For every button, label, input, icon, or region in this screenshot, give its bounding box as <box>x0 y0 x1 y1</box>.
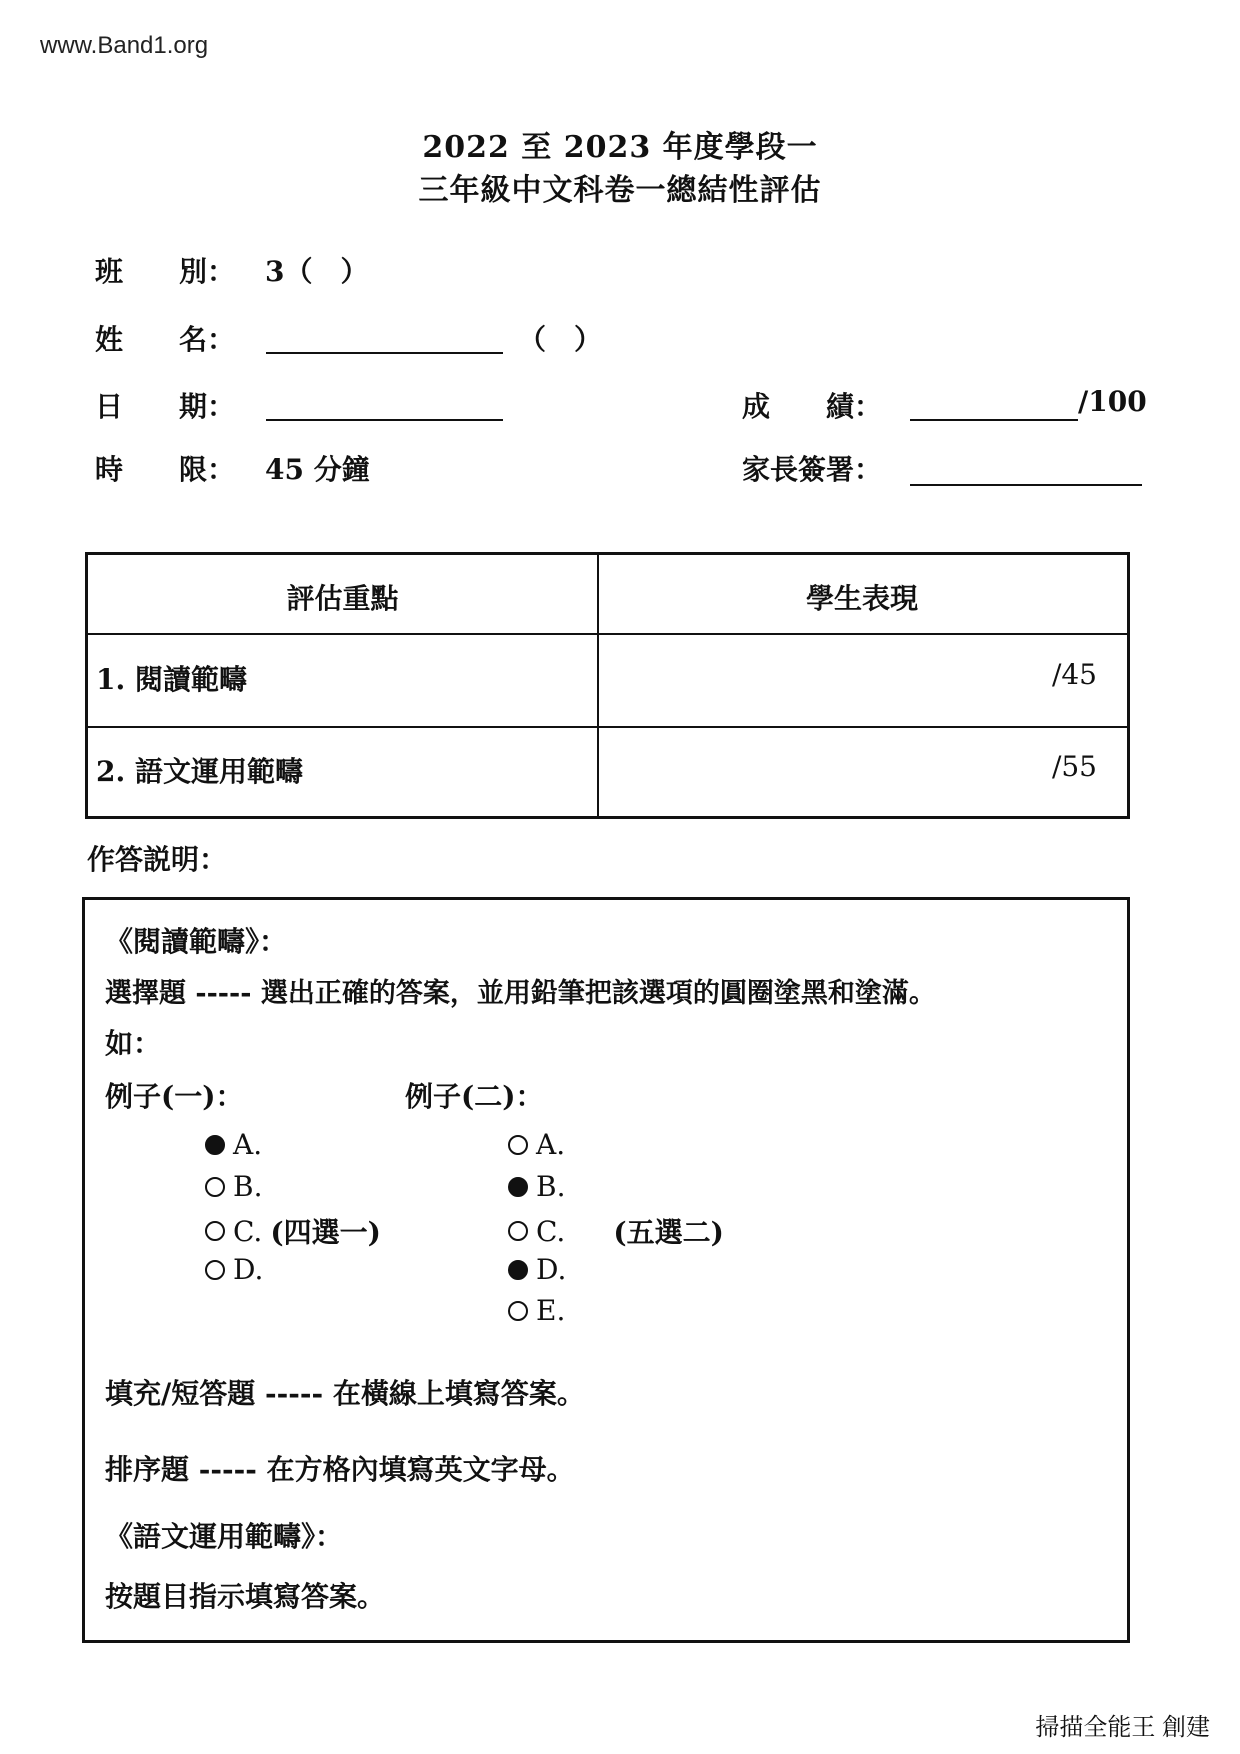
option-letter: B. <box>233 1170 263 1203</box>
empty-bubble-icon[interactable] <box>205 1221 225 1241</box>
date-label: 日 期： <box>95 390 236 423</box>
class-value: 3（ ） <box>265 255 369 288</box>
option-letter: A. <box>536 1128 566 1161</box>
empty-bubble-icon[interactable] <box>508 1301 528 1321</box>
example-one-option-d <box>205 1253 263 1286</box>
option-letter: D. <box>233 1253 264 1286</box>
option-note: (四選一) <box>270 1216 381 1249</box>
example-two-option-c <box>508 1211 724 1251</box>
name-blank[interactable] <box>266 352 503 354</box>
table-header-line <box>88 633 1127 635</box>
name-class-number: （ ） <box>518 323 603 356</box>
signature-label: 家長簽署： <box>742 453 883 486</box>
time-label: 時 限： <box>95 453 236 486</box>
watermark: www.Band1.org <box>40 32 209 59</box>
example-one-label: 例子(一)： <box>105 1080 244 1113</box>
exam-subject-title: 三年級中文科卷一總結性評估 <box>418 173 822 208</box>
example-intro: 如： <box>105 1027 162 1060</box>
table-header-focus: 評估重點 <box>286 582 399 615</box>
empty-bubble-icon[interactable] <box>205 1177 225 1197</box>
language-section-title: 《語文運用範疇》： <box>105 1520 344 1553</box>
class-label: 班 別： <box>95 255 236 288</box>
score-blank[interactable] <box>910 419 1078 421</box>
option-letter: E. <box>536 1294 566 1327</box>
score-label: 成 績： <box>742 390 883 423</box>
table-score-reading[interactable]: /45 <box>1051 658 1097 691</box>
option-letter: A. <box>233 1128 263 1161</box>
filled-bubble-icon[interactable] <box>205 1135 225 1155</box>
signature-blank[interactable] <box>910 484 1142 486</box>
empty-bubble-icon[interactable] <box>205 1260 225 1280</box>
option-letter: C. <box>233 1214 263 1248</box>
table-score-language[interactable]: /55 <box>1051 750 1097 783</box>
example-one-option-c <box>205 1211 381 1251</box>
ordering-instruction: 排序題 ----- 在方格內填寫英文字母。 <box>105 1453 575 1486</box>
multiple-choice-instruction: 選擇題 ----- 選出正確的答案，並用鉛筆把該選項的圓圈塗黑和塗滿。 <box>105 978 936 1009</box>
date-blank[interactable] <box>266 419 503 421</box>
time-value: 45 分鐘 <box>265 453 370 486</box>
name-label: 姓 名： <box>95 323 236 356</box>
instructions-heading: 作答説明： <box>87 843 228 876</box>
scanner-footer: 掃描全能王 創建 <box>1035 1714 1210 1741</box>
instructions-box <box>82 897 1130 1643</box>
option-letter: D. <box>536 1253 567 1286</box>
filled-bubble-icon[interactable] <box>508 1260 528 1280</box>
example-one-option-a <box>205 1128 262 1161</box>
score-total: /100 <box>1078 385 1147 418</box>
filled-bubble-icon[interactable] <box>508 1177 528 1197</box>
language-instruction: 按題目指示填寫答案。 <box>105 1580 386 1613</box>
fill-in-instruction: 填充/短答題 ----- 在橫線上填寫答案。 <box>105 1377 585 1410</box>
option-letter: B. <box>536 1170 566 1203</box>
empty-bubble-icon[interactable] <box>508 1135 528 1155</box>
exam-year-title: 2022 至 2023 年度學段一 <box>422 130 818 165</box>
example-one-option-b <box>205 1170 262 1203</box>
table-row-reading: 1. 閱讀範疇 <box>96 663 247 696</box>
table-row-language: 2. 語文運用範疇 <box>96 755 303 788</box>
reading-section-title: 《閱讀範疇》： <box>105 925 288 958</box>
table-row-line <box>88 726 1127 728</box>
table-header-performance: 學生表現 <box>805 582 918 615</box>
example-two-option-b <box>508 1170 565 1203</box>
example-two-option-d <box>508 1253 566 1286</box>
example-two-label: 例子(二)： <box>405 1080 544 1113</box>
score-table <box>85 552 1130 819</box>
example-two-option-e <box>508 1294 565 1327</box>
example-two-option-a <box>508 1128 565 1161</box>
empty-bubble-icon[interactable] <box>508 1221 528 1241</box>
option-note: (五選二) <box>613 1216 724 1249</box>
option-letter: C. <box>536 1214 566 1248</box>
